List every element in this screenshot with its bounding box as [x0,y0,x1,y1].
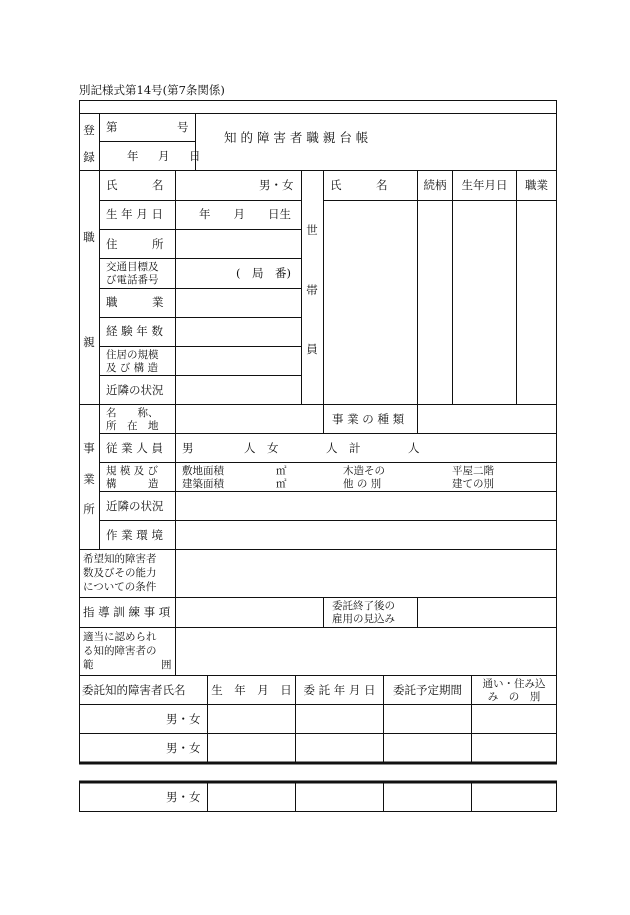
shokushin-name-label: 氏 名 [106,178,164,192]
shokushin-gender: 男・女 [259,178,294,192]
household-header-birth: 生年月日 [461,178,508,192]
guidance-label: 指 導 訓 練 事 項 [83,605,171,619]
business-employees-female: 人 女 [244,441,279,455]
entrust-header-name: 委託知的障害者氏名 [82,683,186,697]
shokushin-traffic-label-2: び電話番号 [106,274,159,286]
business-wood-2: 他 の 別 [343,478,382,490]
entrust-row-3-gender: 男・女 [166,790,201,804]
post-employment-label-1: 委託終了後の [332,600,395,612]
household-header-occupation: 職業 [525,178,548,192]
shokushin-side-1: 職 [83,230,95,244]
registration-number-prefix: 第 [106,120,118,134]
shokushin-traffic-label-1: 交通目標及 [106,261,159,273]
business-name-label-2: 所 在 地 [106,420,159,432]
business-site-area: 敷地面積 [182,465,224,477]
household-header-name: 氏 名 [330,178,388,192]
business-side-3: 所 [83,502,95,516]
shokushin-traffic-value: ( 局 番) [236,266,291,280]
business-scale-label-2: 構 造 [106,478,159,490]
shokushin-birth-label: 生 年 月 日 [106,207,163,221]
entrust-row-2-gender: 男・女 [166,741,201,755]
household-side-1: 世 [306,223,318,237]
shokushin-side-2: 親 [83,335,95,349]
shokushin-occupation-label: 職 業 [106,295,164,309]
page-title: 知 的 障 害 者 職 親 台 帳 [224,130,369,145]
desired-label-2: 数及びその能力 [83,567,157,579]
entrust-header-period: 委託予定期間 [393,683,462,697]
entrust-header-commute-1: 通い・住み込 [482,678,546,690]
business-neighborhood-label: 近隣の状況 [106,499,164,513]
business-employees-label: 従 業 人 員 [106,441,163,455]
suitable-label-2: る知的障害者の [83,645,157,657]
shokushin-residence-label-2: 及 び 構 造 [106,362,159,374]
entrust-header-date: 委 託 年 月 日 [303,683,376,697]
business-floors-2: 建ての別 [452,478,494,490]
household-side-2: 帯 [306,283,318,297]
desired-label-1: 希望知的障害者 [83,553,157,565]
shokushin-birth-value: 年 月 日生 [199,207,291,221]
household-header-relation: 続柄 [423,178,447,192]
entrust-header-birth: 生 年 月 日 [211,683,292,697]
entrust-header-commute-2: み の 別 [487,691,541,703]
form-number: 別記様式第14号(第7条関係) [79,83,225,97]
business-building-area: 建築面積 [182,478,224,490]
business-employees-unit: 人 [408,441,420,455]
business-environment-label: 作 業 環 境 [106,528,163,542]
business-employees-total: 人 計 [326,441,361,455]
business-employees-male: 男 [182,441,194,455]
registration-number-suffix: 号 [177,120,189,134]
registration-side-1: 登 [83,123,95,137]
business-wood-1: 木造その [343,465,385,477]
business-name-label-1: 名 称、 [106,407,159,419]
business-floors-1: 平屋二階 [452,465,494,477]
suitable-label-1: 適当に認められ [83,631,157,643]
shokushin-address-label: 住 所 [106,237,164,251]
business-type-label: 事 業 の 種 類 [332,412,405,426]
business-side-1: 事 [83,441,95,455]
registration-date: 年 月 日 [127,149,205,163]
entrust-row-1-gender: 男・女 [166,712,201,726]
business-site-sqm: ㎡ [276,465,287,477]
business-scale-label-1: 規 模 及 び [106,465,159,477]
shokushin-experience-label: 経 験 年 数 [106,324,163,338]
suitable-label-3a: 範 [83,659,94,671]
household-side-3: 員 [306,342,318,356]
business-building-sqm: ㎡ [276,478,287,490]
shokushin-residence-label-1: 住居の規模 [106,349,159,361]
suitable-label-3b: 囲 [161,659,172,671]
business-side-2: 業 [83,472,95,486]
post-employment-label-2: 雇用の見込み [332,613,395,625]
desired-label-3: についての条件 [83,581,157,593]
registration-side-2: 録 [83,150,95,164]
shokushin-neighborhood-label: 近隣の状況 [106,383,164,397]
